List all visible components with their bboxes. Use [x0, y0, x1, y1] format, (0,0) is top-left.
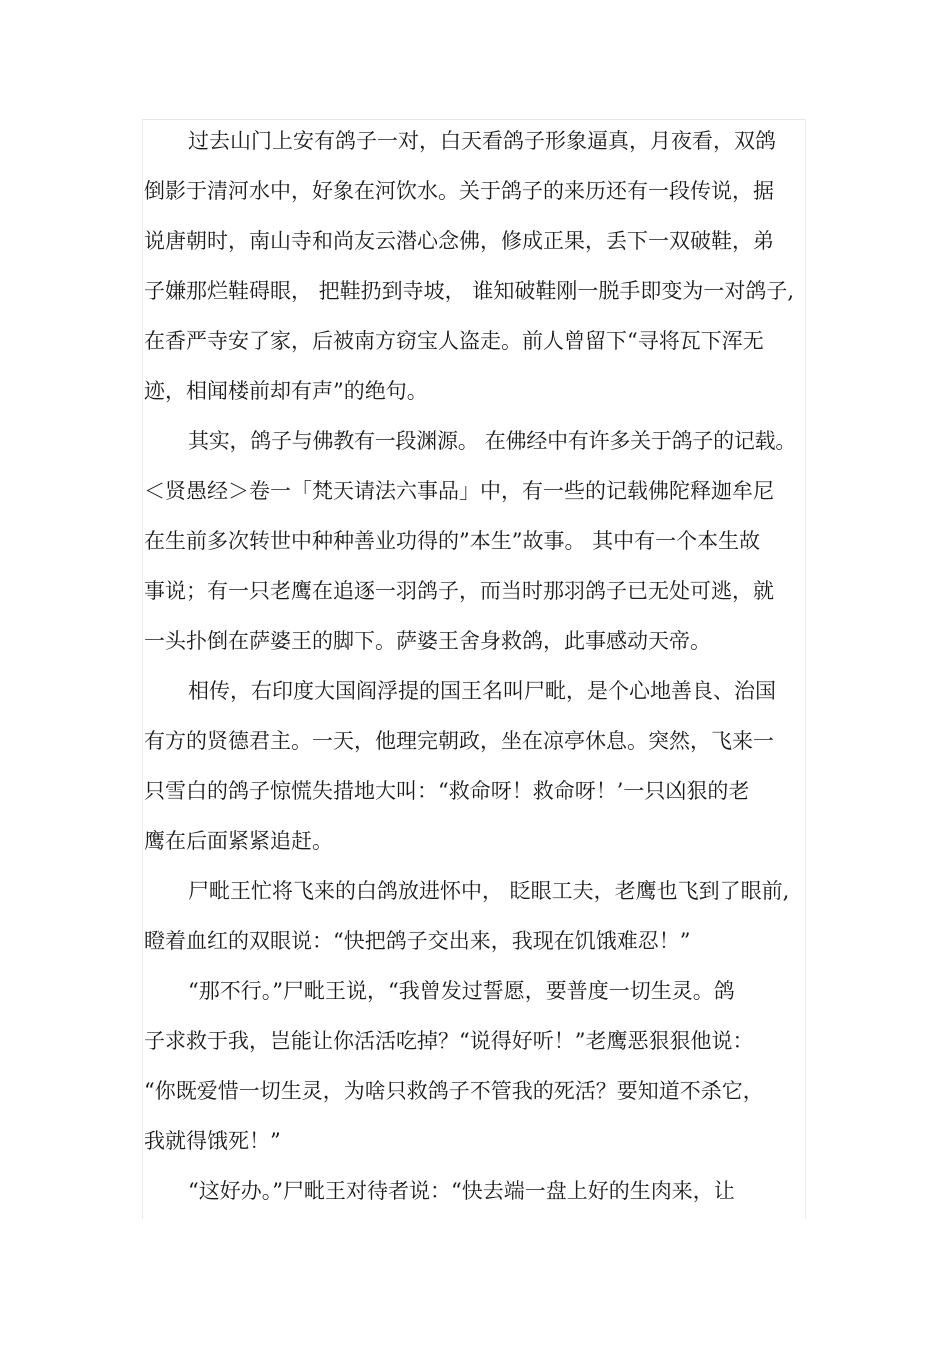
text-line: 瞪着血红的双眼说：“快把鸽子交出来，我现在饥饿难忍！”: [144, 929, 691, 953]
text-line: 相传，右印度大国阎浮提的国王名叫尸毗，是个心地善良、治国: [188, 679, 776, 703]
text-line: 有方的贤德君主。一天，他理完朝政，坐在凉亭休息。突然，飞来一: [144, 729, 774, 753]
text-line: “这好办。”尸毗王对待者说：“快去端一盘上好的生肉来，让: [188, 1179, 735, 1203]
text-line: 其实，鸽子与佛教有一段渊源。 在佛经中有许多关于鸽子的记载。: [188, 429, 797, 453]
text-line: “你既爱惜一切生灵，为啥只救鸽子不管我的死活？要知道不杀它，: [144, 1079, 764, 1103]
text-line: 只雪白的鸽子惊慌失措地大叫：“救命呀！救命呀！’一只凶狠的老: [144, 779, 750, 803]
text-line: 鹰在后面紧紧追赶。: [144, 829, 333, 853]
text-line: 一头扑倒在萨婆王的脚下。萨婆王舍身救鸽，此事感动天帝。: [144, 629, 711, 653]
text-line: 事说；有一只老鹰在追逐一羽鸽子，而当时那羽鸽子已无处可逃，就: [144, 579, 774, 603]
text-line: 倒影于清河水中，好象在河饮水。关于鸽子的来历还有一段传说，据: [144, 179, 774, 203]
text-line: ＜贤愚经＞卷一「梵天请法六事品」中，有一些的记载佛陀释迦牟尼: [144, 479, 774, 503]
text-line: 子求救于我，岂能让你活活吃掉？“说得好听！”老鹰恶狠狠他说：: [144, 1029, 754, 1053]
text-line: 说唐朝时，南山寺和尚友云潜心念佛，修成正果，丢下一双破鞋，弟: [144, 229, 774, 253]
text-line: 迹，相闻楼前却有声”的绝句。: [144, 379, 428, 403]
text-line: 过去山门上安有鸽子一对，白天看鸽子形象逼真，月夜看，双鸽: [188, 129, 776, 153]
text-line: 尸毗王忙将飞来的白鸽放进怀中， 眨眼工夫，老鹰也飞到了眼前,: [188, 879, 790, 903]
text-line: 子嫌那烂鞋碍眼， 把鞋扔到寺坡， 谁知破鞋刚一脱手即变为一对鸽子,: [144, 279, 795, 303]
text-line: 在生前多次转世中种种善业功得的”本生”故事。 其中有一个本生故: [144, 529, 761, 553]
text-line: 我就得饿死！”: [144, 1129, 281, 1153]
text-line: 在香严寺安了家，后被南方窃宝人盗走。前人曾留下“寻将瓦下浑无: [144, 329, 764, 353]
text-line: “那不行。”尸毗王说，“我曾发过誓愿，要普度一切生灵。鸽: [188, 979, 735, 1003]
